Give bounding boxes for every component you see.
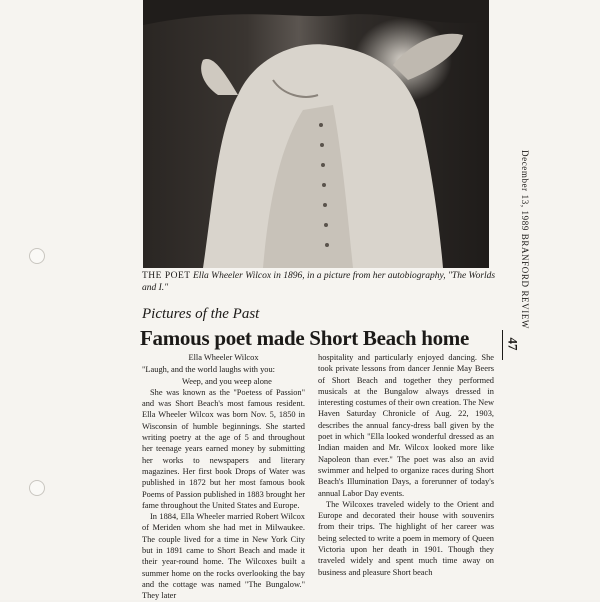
page-number: 47 bbox=[505, 337, 521, 351]
caption-text: Ella Wheeler Wilcox in 1896, in a picture from her autobiography, "The Worlds and I." bbox=[142, 271, 496, 293]
binder-hole-icon bbox=[29, 480, 45, 496]
article-paragraph: She was known as the "Poetess of Passion" and was Short Beach's most famous resident. Ella Wheeler Wilcox was born Nov. 5, 1850 in Wisconsin of humble beginnings. She started writing poetry at the age of 5 and throughout her teenage years earned money by submitting her works to newspapers and literary magazines. Her first book Drops of Water was published in 1872 but her most famous book Poems of Passion published in 1883 brought her fame throughout the United States and Europe. bbox=[142, 387, 305, 510]
poet-figure-image bbox=[143, 0, 489, 268]
section-title: Pictures of the Past bbox=[142, 306, 260, 322]
article-photo bbox=[143, 0, 489, 268]
photo-caption bbox=[142, 270, 502, 294]
byline: Ella Wheeler Wilcox bbox=[188, 353, 259, 362]
binder-hole-icon bbox=[29, 248, 45, 264]
date-source-label bbox=[514, 150, 534, 360]
date-source-text: December 13, 1989 BRANFORD REVIEW bbox=[520, 150, 530, 330]
poem-line-2: Weep, and you weep alone bbox=[182, 376, 272, 386]
caption-lead: THE POET bbox=[142, 271, 191, 281]
poem-line-1: "Laugh, and the world laughs with you: bbox=[142, 365, 275, 375]
article-paragraph: The Wilcoxes traveled widely to the Orient and Europe and decorated their house with souvenirs from their trips. The highlight of her career was being selected to write a poem in memory of Queen Victoria upon her death in 1901. Though they traveled widely and spent much time away on business and pleasure Short beach bbox=[318, 499, 494, 577]
article-column-2 bbox=[318, 352, 494, 578]
article-column-1 bbox=[142, 352, 305, 602]
article-paragraph: In 1884, Ella Wheeler married Robert Wilcox of Meriden whom she had met in Milwaukee. The couple lived for a time in New York City but in 1891 came to Short Beach and made it their year-round home. The Wilcoxes built a summer home on the rocks overlooking the bay and the cottage was named "The Bungalow." They later bbox=[142, 512, 305, 601]
article-paragraph: hospitality and particularly enjoyed dancing. She took private lessons from dancer Jennie May Beers of Short Beach and together they performed musicals at the Bungalow always dressed in interesting costumes of their own creation. The New Haven Saturday Chronicle of Aug. 22, 1903, describes the annual fancy-dress ball given by the poet in which "Ella looked wonderful dressed as an Indian maiden and Mr. Wilcox looked more like Napoleon than ever." The poet was also an avid swimmer and helped to organize races during Short Beach's Illumination Days, a forerunner of today's annual Labor Day events. bbox=[318, 353, 494, 498]
divider bbox=[502, 330, 503, 360]
headline: Famous poet made Short Beach home bbox=[140, 326, 470, 350]
